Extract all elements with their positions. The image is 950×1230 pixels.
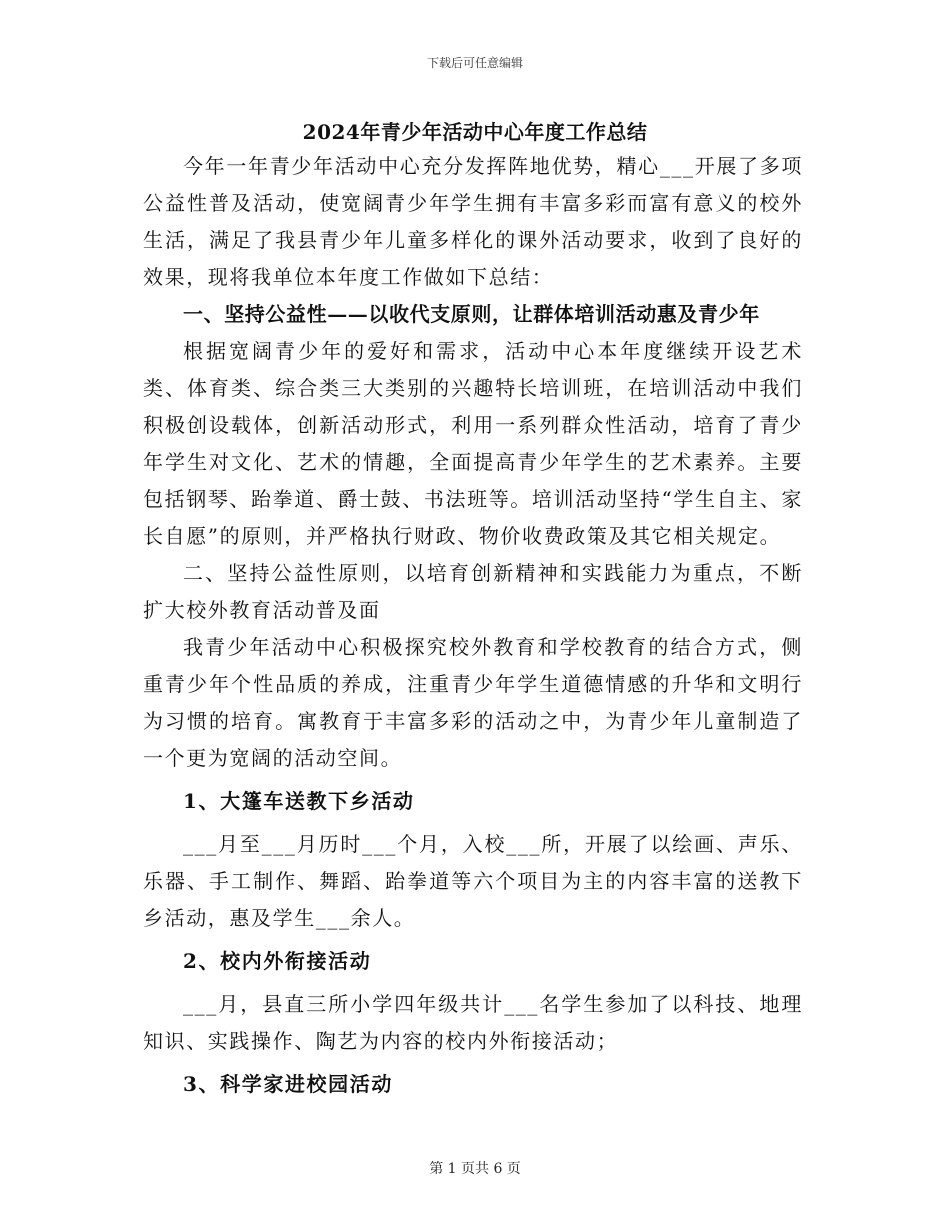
subsection-heading-3: 3、科学家进校园活动 [183,1072,393,1096]
section-2-paragraph: 我青少年活动中心积极探究校外教育和学校教育的结合方式，侧重青少年个性品质的养成，注重青少年学生道德情感的升华和文明行为习惯的培育。寓教育于丰富多彩的活动之中，为青少年儿童制造了一个更为宽阔的活动空间。 [143,635,803,770]
subsection-2-paragraph: ___月，县直三所小学四年级共计___名学生参加了以科技、地理知识、实践操作、陶艺为内容的校内外衔接活动； [143,992,803,1053]
section-1-paragraph: 根据宽阔青少年的爱好和需求，活动中心本年度继续开设艺术类、体育类、综合类三大类别的兴趣特长培训班，在培训活动中我们积极创设载体，创新活动形式，利用一系列群众性活动，培育了青少年学生对文化、艺术的情趣，全面提高青少年学生的艺术素养。主要包括钢琴、跆拳道、爵士鼓、书法班等。培训活动坚持“学生自主、家长自愿”的原则，并严格执行财政、物价收费政策及其它相关规定。 [143,339,803,548]
subsection-1-paragraph: ___月至___月历时___个月，入校___所，开展了以绘画、声乐、乐器、手工制作、舞蹈、跆拳道等六个项目为主的内容丰富的送教下乡活动，惠及学生___余人。 [143,832,803,930]
intro-paragraph: 今年一年青少年活动中心充分发挥阵地优势，精心___开展了多项公益性普及活动，使宽阔青少年学生拥有丰富多彩而富有意义的校外生活，满足了我县青少年儿童多样化的课外活动要求，收到了良好的效果，现将我单位本年度工作做如下总结： [143,154,803,289]
document-title: 2024年青少年活动中心年度工作总结 [302,120,648,144]
page-number-footer: 第 1 页共 6 页 [429,1161,521,1177]
subsection-heading-2: 2、校内外衔接活动 [183,949,372,973]
document-body [143,148,803,1109]
section-heading-1: 一、坚持公益性——以收代支原则，让群体培训活动惠及青少年 [183,302,760,326]
header-note: 下载后可任意编辑 [426,56,523,70]
section-heading-2: 二、坚持公益性原则，以培育创新精神和实践能力为重点，不断扩大校外教育活动普及面 [143,561,803,622]
subsection-heading-1: 1、大篷车送教下乡活动 [183,789,415,813]
